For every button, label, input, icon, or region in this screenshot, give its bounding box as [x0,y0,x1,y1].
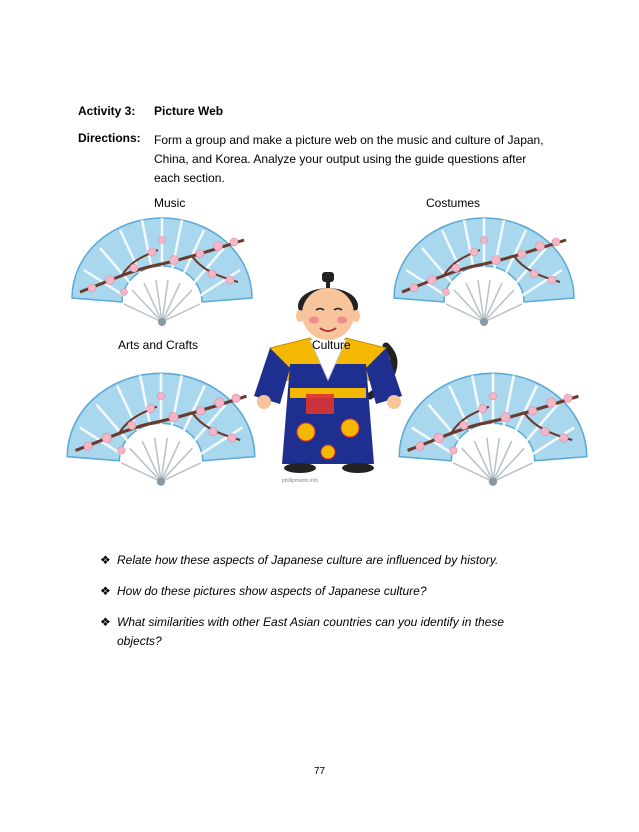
fan-music-icon [62,210,262,330]
web-label-costumes: Costumes [426,196,481,210]
directions-text: Form a group and make a picture web on the music and culture of Japan, China, and Korea. Analyze your output using the guide questions after each section. [154,133,544,185]
question-item [100,613,540,651]
question-item [100,582,540,601]
guide-questions [100,551,540,663]
image-credit: phillipmartin.info [282,478,319,484]
diamond-bullet-icon: ❖ [100,553,111,567]
web-label-arts: Arts and Crafts [118,338,199,352]
activity-title: Picture Web [154,104,224,118]
page-number: 77 [313,766,326,777]
diamond-bullet-icon: ❖ [100,584,111,598]
activity-label: Activity 3: [78,104,136,118]
diamond-bullet-icon: ❖ [100,615,111,629]
directions-label: Directions: [78,131,141,145]
web-label-music: Music [154,196,186,210]
question-text: How do these pictures show aspects of Japanese culture? [117,584,427,598]
fan-extra-icon [388,365,598,490]
samurai-figure-icon [250,268,410,482]
fan-arts-icon [56,365,266,490]
question-item [100,551,540,570]
fan-costumes-icon [384,210,584,330]
question-text: What similarities with other East Asian countries can you identify in these objects? [117,615,505,648]
web-label-center: Culture [312,338,351,352]
question-text: Relate how these aspects of Japanese culture are influenced by history. [117,553,499,567]
